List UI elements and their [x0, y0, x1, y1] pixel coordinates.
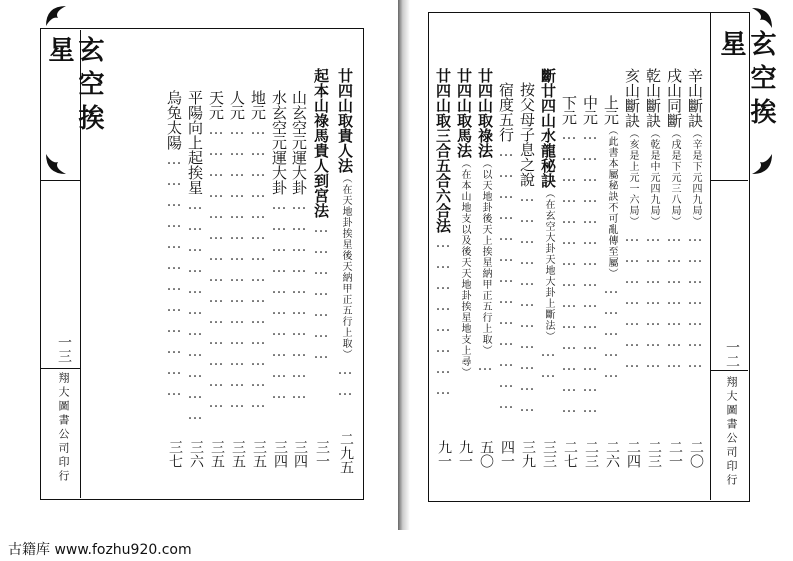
divider — [710, 12, 711, 500]
toc-page-number: 二三 — [583, 440, 599, 468]
toc-page-number: 五〇 — [478, 440, 494, 468]
toc-entry: 宿度五行………………………………… — [497, 82, 515, 415]
toc-page-number: 二一 — [667, 440, 683, 468]
ornament-icon — [748, 150, 774, 176]
toc-entry: 廿四山取馬法（在本山地支以及後天天地卦挨星地支上尋） — [455, 68, 473, 378]
toc-page-number: 三五 — [251, 440, 267, 468]
toc-entry: 地元…………………………………… — [249, 90, 267, 414]
toc-entry: 天元…………………………………… — [207, 90, 225, 414]
right-page — [410, 0, 793, 530]
toc-entry: 廿四山取三合五合六合法…………………… — [434, 68, 452, 401]
divider — [40, 180, 80, 181]
divider — [40, 368, 80, 369]
running-title: 玄空挨星 — [44, 36, 104, 138]
toc-entry: 中元…………………………………… — [581, 95, 599, 419]
toc-entry: 下元…………………………………… — [560, 95, 578, 419]
toc-entry: 廿四山取貴人法（在天地卦挨星後天納甲正五行上取）…… — [336, 68, 354, 402]
toc-entry: 起本山祿馬貴人到宮法………………… — [312, 68, 330, 365]
toc-entry: 斷廿四山水龍秘訣（在玄空大卦天地大卦上斷法）…… — [539, 68, 557, 384]
publisher-imprint: 翔大圖書公司印行 — [57, 372, 70, 484]
running-title: 玄空挨星 — [716, 30, 776, 132]
toc-entry: 辛山斷訣（辛是下元四九局）………………… — [686, 68, 704, 374]
book-gutter — [398, 0, 410, 530]
toc-entry: 廿四山取祿法（以天地卦後天上挨星納甲正五行上取）… — [476, 68, 494, 377]
watermark-site-label: 古籍库 www.fozhu920.com — [8, 542, 192, 558]
toc-page-number: 二四 — [625, 440, 641, 468]
left-page — [0, 0, 398, 530]
page-number: 一三 — [56, 335, 72, 363]
toc-page-number: 二六 — [604, 440, 620, 468]
toc-entry: 山玄空元運大卦………………………… — [290, 90, 308, 405]
toc-page-number: 三五 — [209, 440, 225, 468]
publisher-imprint: 翔大圖書公司印行 — [725, 376, 738, 488]
toc-page-number: 三一 — [314, 440, 330, 468]
toc-entry: 人元…………………………………… — [228, 90, 246, 414]
ornament-icon — [44, 150, 70, 176]
divider — [710, 180, 748, 181]
ornament-icon — [748, 6, 774, 32]
toc-page-number: 三五 — [230, 440, 246, 468]
ornament-icon — [44, 4, 70, 30]
toc-page-number: 二〇 — [688, 440, 704, 468]
toc-entry: 按父母子息之說…………………………… — [518, 82, 536, 418]
toc-entry: 烏兔太陽……………………………… — [165, 90, 183, 402]
toc-page-number: 三七 — [167, 440, 183, 468]
toc-page-number: 九一 — [436, 440, 452, 468]
toc-page-number: 三三 — [541, 440, 557, 468]
toc-page-number: 三九 — [520, 440, 536, 468]
toc-page-number: 三六 — [188, 440, 204, 468]
toc-page-number: 三四 — [272, 440, 288, 468]
page-number: 一二 — [724, 340, 740, 368]
toc-entry: 戌山同斷（戌是下元三八局）………………… — [665, 68, 683, 374]
toc-page-number: 二九五 — [338, 432, 354, 474]
divider — [80, 30, 81, 498]
toc-page-number: 四一 — [499, 440, 515, 468]
toc-entry: 乾山斷訣（乾是中元四九局）………………… — [644, 68, 662, 374]
toc-entry: 水玄空元運大卦………………………… — [270, 90, 288, 405]
toc-entry: 上元（此書本屬秘訣不可亂傳至屬）…………… — [602, 95, 620, 384]
toc-page-number: 二七 — [562, 440, 578, 468]
toc-entry: 平陽向上起挨星…………………………… — [186, 90, 204, 426]
toc-page-number: 九一 — [457, 440, 473, 468]
divider — [40, 30, 41, 498]
toc-page-number: 三四 — [292, 440, 308, 468]
toc-entry: 亥山斷訣（亥是上元一六局）………………… — [623, 68, 641, 374]
toc-page-number: 二三 — [646, 440, 662, 468]
divider — [710, 370, 748, 371]
